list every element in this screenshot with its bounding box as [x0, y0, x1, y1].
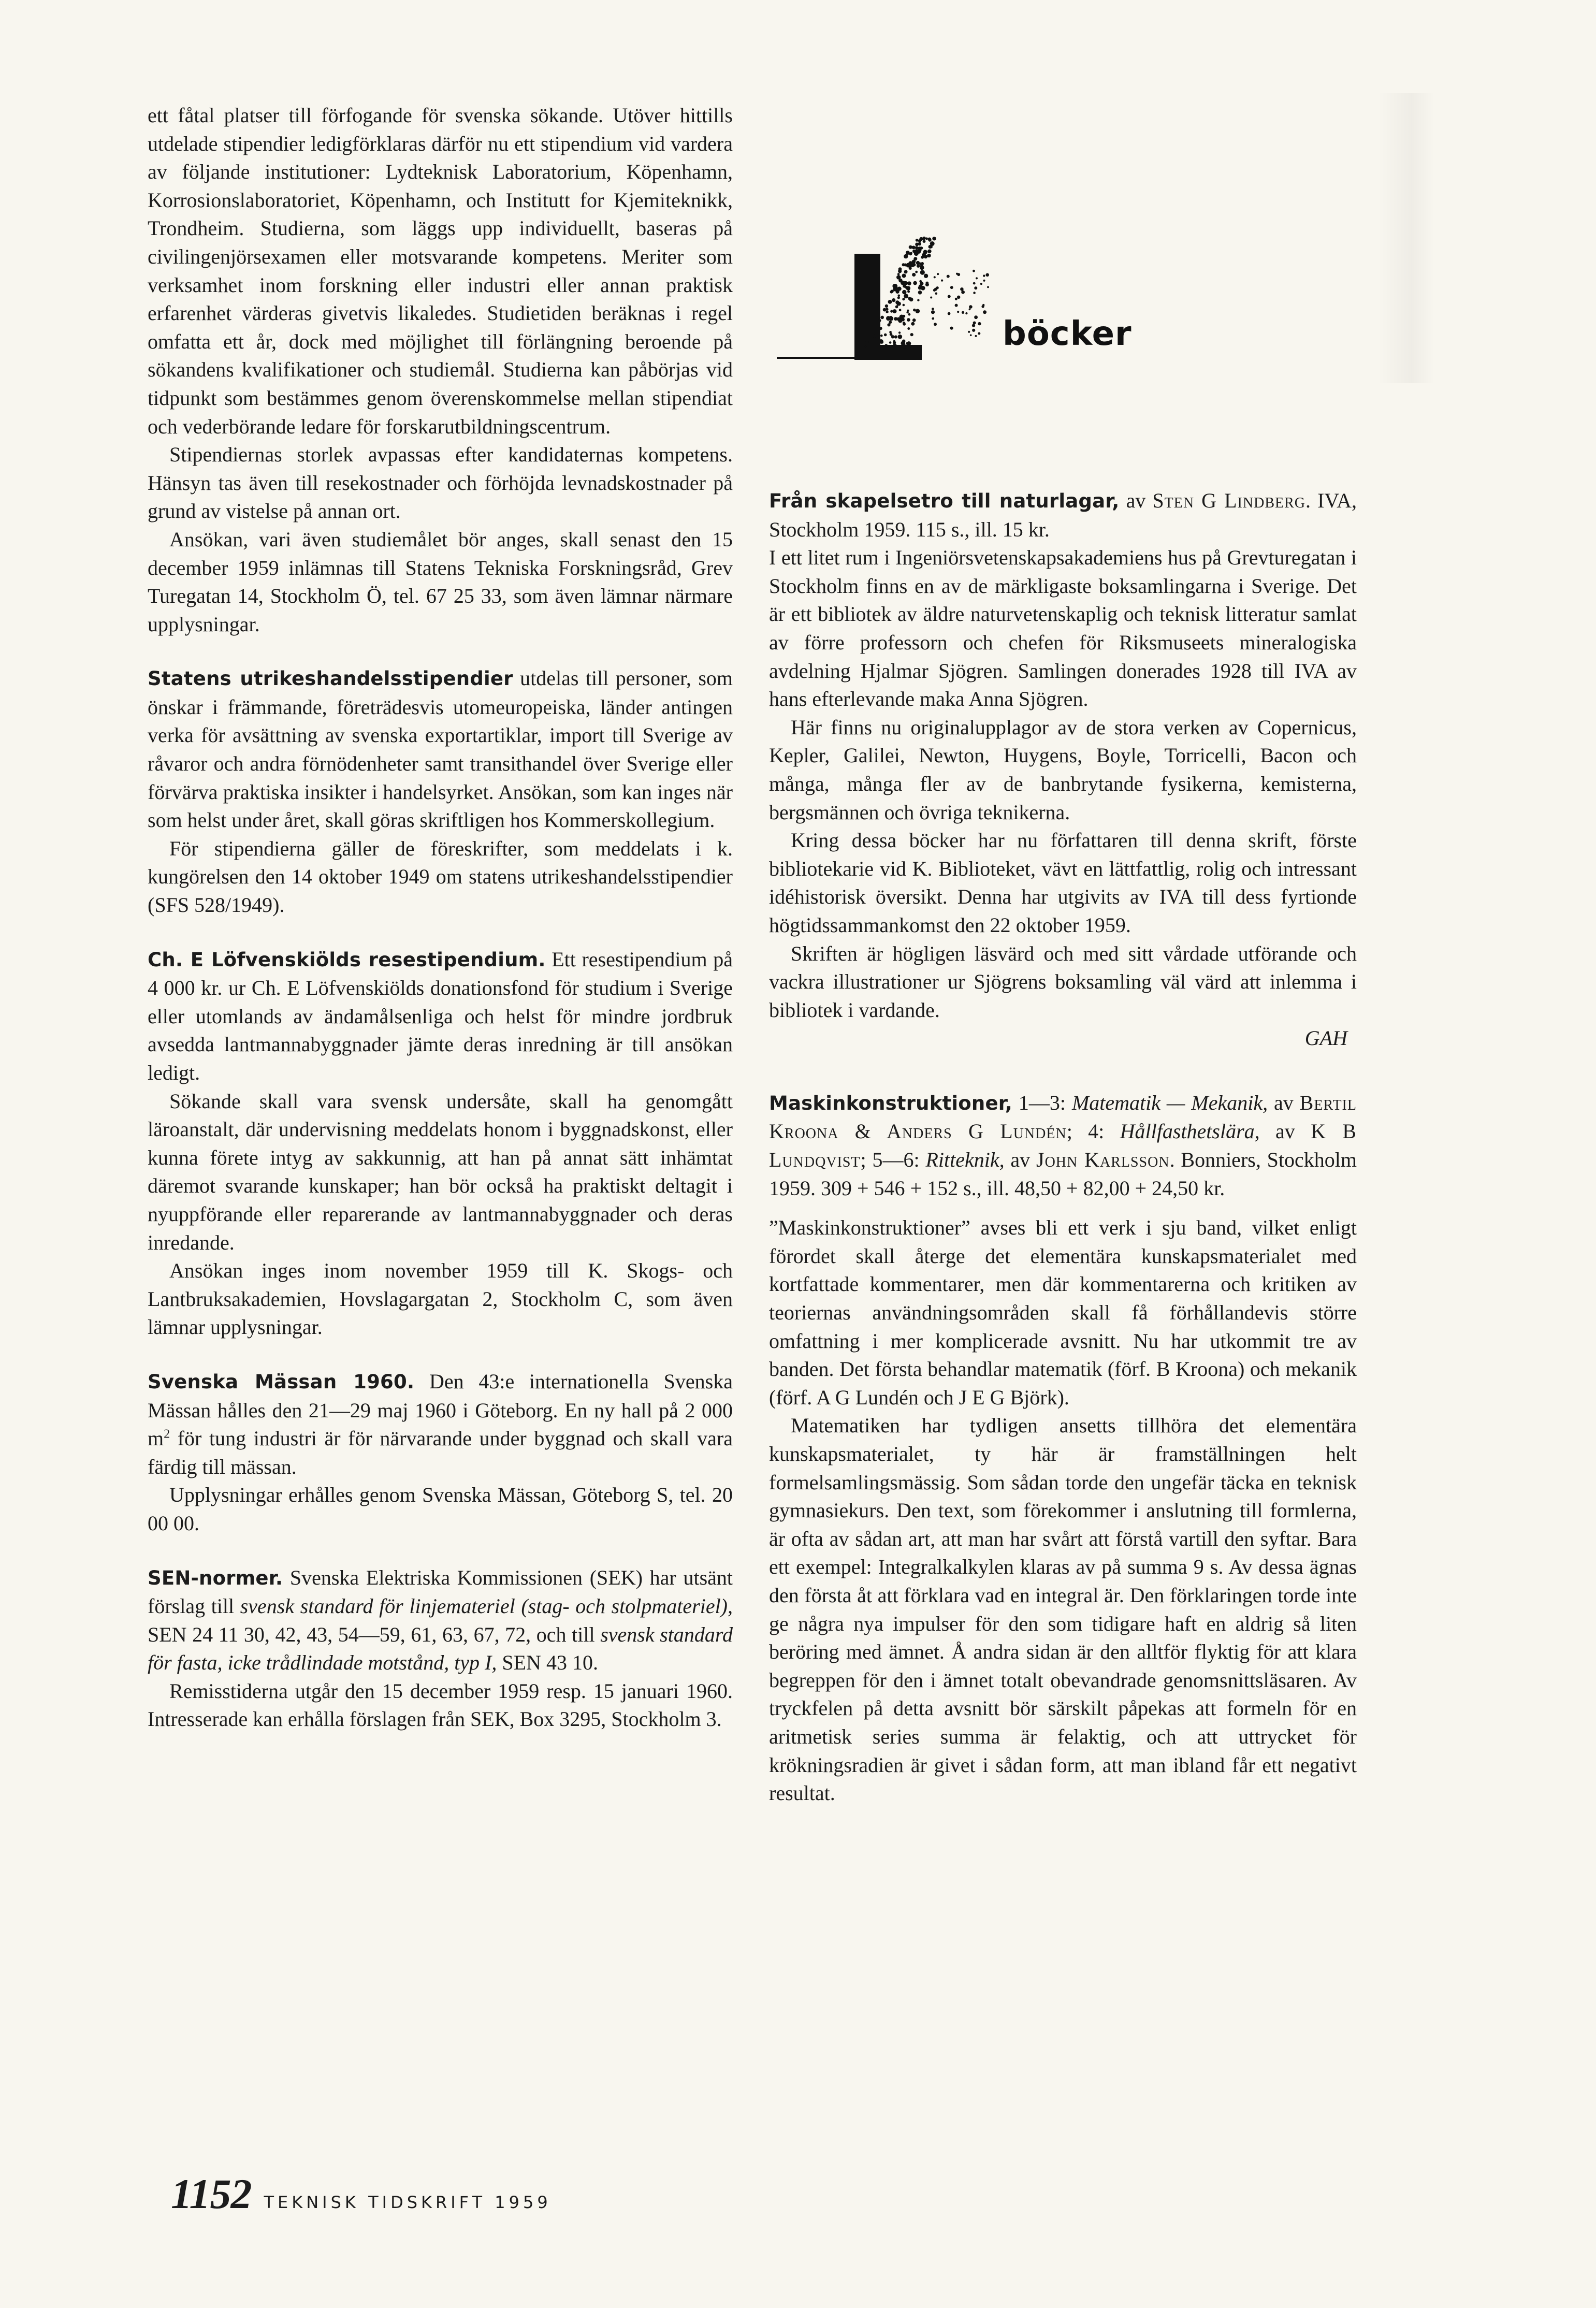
section-heading: Statens utrikeshandelsstipendier	[148, 667, 513, 690]
sen-normer-paragraph	[148, 1564, 733, 1677]
section-heading: Ch. E Löfvenskiölds resestipendium.	[148, 948, 546, 971]
review-text: ; 5—6:	[860, 1148, 926, 1172]
section-text: Ett resestipendium på 4 000 kr. ur Ch. E Löfvenskiölds donationsfond för studium i Sverige eller utomlands av ändamålsenliga och helst för mindre jordbruk avsedda lantmannabyggnader jämte deras inredning är till ansökan ledigt.	[148, 947, 733, 1084]
section-svenska-massan	[148, 1368, 733, 1538]
review-text: ; 4:	[1066, 1120, 1120, 1143]
section-utrikeshandel	[148, 664, 733, 919]
review-skapelsetro	[769, 487, 1357, 1053]
review-maskinkonstruktioner	[769, 1089, 1357, 1808]
section-text: Den 43:e internationella Svenska Mässan hålles den 21—29 maj 1960 i Göteborg. En ny hall på 2 000 m	[148, 1369, 733, 1450]
svenska-massan-paragraph	[148, 1368, 733, 1481]
intro-paragraph: ett fåtal platser till förfogande för svenska sökande. Utöver hittills utdelade stipendier ledigförklaras därför nu ett stipendium vid vardera av följande institutioner: Lydteknisk Laboratorium, Köpenhamn, Korrosionslaboratoriet, Köpenhamn, och Institutt for Kjemiteknikk, Trondheim. Studierna, som läggs upp individuellt, baseras på civilingenjörsexamen eller motsvarande kompetens. Meriter som verksamhet inom forskning eller industri eller annan praktisk erfarenhet värderas givetvis likaledes. Studietiden beräknas i regel omfatta ett år, dock med möjlighet till förlängning beroende på sökandens kvalifikationer och studiemål. Studierna kan påbörjas vid tidpunkt som bestämmes genom överenskommelse mellan stipendiat och vederbörande ledare för forskarutbildningscentrum.	[148, 104, 733, 438]
book-title: Maskinkonstruktioner,	[769, 1092, 1013, 1114]
book-author: Bertil Kroona & Anders G Lundén	[769, 1091, 1357, 1143]
section-text: SEN 43 10.	[497, 1651, 598, 1675]
volume-title: Ritteknik,	[925, 1148, 1005, 1172]
lofvenskiold-paragraph	[148, 946, 733, 1087]
review-text: 1—3:	[1012, 1091, 1072, 1114]
italic-title: svensk standard för fasta, icke trådlindade motstånd, typ I,	[148, 1622, 733, 1675]
right-column	[769, 487, 1357, 1808]
review-text: av	[1119, 489, 1153, 512]
review-text: av	[1004, 1148, 1037, 1172]
book-meta: . Bonniers, Stockholm 1959. 309 + 546 + 152 s., ill. 48,50 + 82,00 + 24,50 kr.	[769, 1148, 1357, 1200]
superscript: 2	[164, 1427, 170, 1441]
journal-name: TEKNISK TIDSKRIFT 1959	[264, 2193, 552, 2212]
review-heading-line	[769, 487, 1357, 544]
review-paragraph: ”Maskinkonstruktioner” avses bli ett verk i sju band, vilket enligt förordet skall återge det elementära kunskapsmaterialet med kortfattade kommentarer, men där kommentarerna och kritiken av teoriernas användningsområden skall få förhållandevis större omfattning i mer komplicerade avsnitt. Nu har utkommit tre av banden. Det första behandlar matematik (förf. B Kroona) och mekanik (förf. A G Lundén och J E G Björk).	[769, 1216, 1357, 1409]
section-lofvenskiold	[148, 946, 733, 1342]
stipend-size-paragraph: Stipendiernas storlek avpassas efter kandidaternas kompetens. Hänsyn tas även till resekostnader och förhöjda levnadskostnader på grund av vistelse på annan ort.	[148, 443, 733, 523]
bleed-through-shadow	[1377, 93, 1434, 383]
page-footer	[171, 2170, 552, 2216]
utrikeshandel-rules-paragraph: För stipendierna gäller de föreskrifter, som meddelats i k. kungörelsen den 14 oktober 1949 om statens utrikeshandelsstipendier (SFS 528/1949).	[148, 836, 733, 917]
section-sen-normer	[148, 1564, 733, 1734]
italic-title: svensk standard för linjemateriel (stag- och stolpmateriel),	[240, 1594, 733, 1618]
book-author: K B Lundqvist	[769, 1120, 1357, 1172]
review-paragraph: Här finns nu originalupplagor av de stora verken av Copernicus, Kepler, Galilei, Newton, Huygens, Boyle, Torricelli, Bacon och många, många fler av de banbrytande fysikerna, kemisterna, bergsmännen och övriga teknikerna.	[769, 715, 1357, 824]
review-paragraph: Matematiken har tydligen ansetts tillhöra det elementära kunskapsmaterialet, ty här är framställningen helt formelsamlingsmässig. Som sådan torde den ungefär täcka en teknisk gymnasiekurs. Den text, som förekommer i anslutning till formlerna, är ofta av sådan art, att man har svårt att förstå vartill den syftar. Bara ett exempel: Integralkalkylen klaras av på summa 9 s. Av dessa ägnas den första åt att förklara vad en integral är. Den förklaringen torde inte ge några nya impulser för den som tidigare haft en aldrig så liten beröring med ämnet. Å andra sidan är den alltför flyktig för att klara begreppen för den i ämnet totalt obevandrade genomsnittsläsaren. Av tryckfelen på detta avsnitt bör särskilt påpekas att formeln för en aritmetisk series summa är felaktig, och att uttrycket för krökningsradien är givet i sådan form, att man ibland får ett negativt resultat.	[769, 1414, 1357, 1805]
book-author: Sten G Lindberg	[1152, 489, 1305, 512]
book-dotted-logo-icon	[777, 223, 1015, 373]
application-paragraph: Ansökan, vari även studiemålet bör anges, skall senast den 15 december 1959 inlämnas till Statens Tekniska Forskningsråd, Grev Turegatan 14, Stockholm Ö, tel. 67 25 33, som även lämnar närmare upplysningar.	[148, 527, 733, 636]
review-text: av	[1268, 1091, 1300, 1114]
reviewer-signature: GAH	[1304, 1026, 1347, 1050]
book-meta: . IVA, Stockholm 1959. 115 s., ill. 15 kr.	[769, 489, 1357, 541]
review-paragraph: I ett litet rum i Ingeniörsvetenskapsakademiens hus på Grevturegatan i Stockholm finns en av de märkligaste boksamlingarna i Sverige. Det är ett bibliotek av äldre naturvetenskaplig och teknisk litteratur samlat av förre professorn och chefen för Riksmuseets mineralogiska avdelning Hjalmar Sjögren. Samlingen donerades 1928 till IVA av hans efterlevande maka Anna Sjögren.	[769, 546, 1357, 711]
section-text: SEN 24 11 30, 42, 43, 54—59, 61, 63, 67, 72, och till	[148, 1622, 601, 1646]
utrikeshandel-paragraph	[148, 664, 733, 835]
review-paragraph: Kring dessa böcker har nu författaren till denna skrift, förste bibliotekarie vid K. Biblioteket, vävt en lättfattlig, rolig och intressant idéhistorisk översikt. Denna har utgivits av IVA till dess fyrtionde högtidssammankomst den 22 oktober 1959.	[769, 829, 1357, 937]
svenska-massan-info-paragraph: Upplysningar erhålles genom Svenska Mässan, Göteborg S, tel. 20 00 00.	[148, 1483, 733, 1535]
section-heading: SEN-normer.	[148, 1566, 283, 1589]
lofvenskiold-application-paragraph: Ansökan inges inom november 1959 till K. Skogs- och Lantbruksakademien, Hovslagargatan 2, Stockholm C, som även lämnar upplysningar.	[148, 1259, 733, 1339]
section-text: för tung industri är för närvarande under byggnad och skall vara färdig till mässan.	[148, 1427, 733, 1478]
review-heading-line	[769, 1089, 1357, 1202]
volume-title: Matematik — Mekanik,	[1071, 1091, 1268, 1114]
volume-title: Hållfasthetslära,	[1120, 1120, 1260, 1143]
left-column	[148, 101, 733, 1734]
logo-word: böcker	[1003, 315, 1132, 353]
book-author: John Karlsson	[1036, 1148, 1170, 1172]
page-number: 1152	[171, 2170, 252, 2217]
section-text: utdelas till personer, som önskar i främmande, företrädesvis utomeuropeiska, länder antingen verka för avsättning av svenska exportartiklar, import till Sverige av råvaror och andra förnödenheter samt transithandel över Sverige eller förvärva praktiska insikter i handelsyrket. Ansökan, som kan inges när som helst under året, skall göras skriftligen hos Kommerskollegium.	[148, 666, 733, 832]
sen-normer-deadline-paragraph: Remisstiderna utgår den 15 december 1959 resp. 15 januari 1960. Intresserade kan erhålla förslagen från SEK, Box 3295, Stockholm 3.	[148, 1679, 733, 1731]
section-heading: Svenska Mässan 1960.	[148, 1370, 415, 1393]
review-text: av	[1259, 1120, 1311, 1143]
book-title: Från skapelsetro till naturlagar,	[769, 490, 1120, 512]
bocker-section-logo	[777, 223, 1170, 373]
review-paragraph: Skriften är högligen läsvärd och med sitt vårdade utförande och vackra illustrationer ur Sjögrens boksamling väl värd att inlemma i bibliotek i vardande.	[769, 941, 1357, 1022]
section-text: Svenska Elektriska Kommissionen (SEK) har utsänt förslag till	[148, 1565, 733, 1618]
lofvenskiold-requirements-paragraph: Sökande skall vara svensk undersåte, skall ha genomgått läroanstalt, där undervisning meddelats honom i byggnadskonst, eller kunna förete intyg av sakkunnig, att han på annat sätt inhämtat däremot svarande kunskaper; han bör också ha praktiskt deltagit i nyuppförande eller reparerande av lantmannabyggnader och deras inredande.	[148, 1089, 733, 1254]
